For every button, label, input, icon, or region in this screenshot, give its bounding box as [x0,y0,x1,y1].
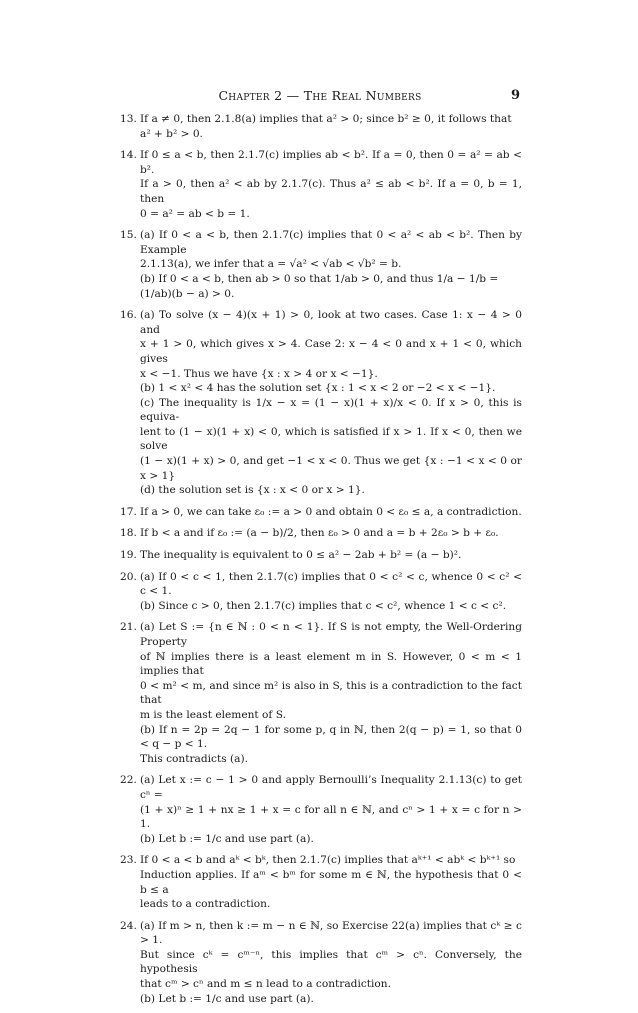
problem-item [120,526,522,541]
solutions-list [120,112,522,1013]
problem-item [120,853,522,911]
solution-line: (a) To solve (x − 4)(x + 1) > 0, look at two cases. Case 1: x − 4 > 0 and [140,309,522,336]
solution-line: This contradicts (a). [140,752,248,765]
solution-line: (b) If n = 2p = 2q − 1 for some p, q in ℕ, then 2(q − p) = 1, so that 0 < q − p < 1. [140,723,522,751]
problem-item [120,148,522,221]
solution-line: that cᵐ > cⁿ and m ≤ n lead to a contradiction. [140,978,391,991]
problem-solution [140,526,522,541]
solution-line: m is the least element of S. [140,708,286,721]
problem-number: 13. [120,113,137,125]
solution-line: (a) If 0 < c < 1, then 2.1.7(c) implies that 0 < c² < c, whence 0 < c² < c < 1. [140,570,522,598]
solution-line: If b < a and if ε₀ := (a − b)/2, then ε₀ > 0 and a = b + 2ε₀ > b + ε₀. [140,527,499,540]
solution-line: of ℕ implies there is a least element m in S. However, 0 < m < 1 implies that [140,650,522,678]
solution-line: leads to a contradiction. [140,898,271,911]
solution-line: If a > 0, we can take ε₀ := a > 0 and obtain 0 < ε₀ ≤ a, a contradiction. [140,505,522,518]
solution-line: But since cᵏ = cᵐ⁻ⁿ, this implies that cᵐ > cⁿ. Conversely, the hypothesis [140,948,522,976]
solution-line: (b) Since c > 0, then 2.1.7(c) implies that c < c², whence 1 < c < c². [140,599,507,612]
problem-item [120,919,522,1007]
solution-line: (b) 1 < x² < 4 has the solution set {x : 1 < x < 2 or −2 < x < −1}. [140,382,496,395]
problem-number: 19. [120,549,137,562]
solution-line: (a) Let S := {n ∈ ℕ : 0 < n < 1}. If S is not empty, the Well-Ordering Property [140,621,522,648]
problem-number: 24. [120,919,137,932]
solution-line: x < −1. Thus we have {x : x > 4 or x < −1}. [140,367,378,380]
solution-line: (1/ab)(b − a) > 0. [140,287,235,300]
page-number: 9 [510,88,520,103]
solution-line: (a) Let x := c − 1 > 0 and apply Bernoulli’s Inequality 2.1.13(c) to get cⁿ = [140,774,522,801]
solution-line: Induction applies. If aᵐ < bᵐ for some m ∈ ℕ, the hypothesis that 0 < b ≤ a [140,868,522,896]
problem-solution [140,112,522,141]
problem-item [120,620,522,766]
solution-line: a² + b² > 0. [140,127,203,140]
problem-solution [140,620,522,766]
problem-solution [140,548,522,563]
problem-solution [140,570,522,614]
solution-line: (a) If 0 < a < b, then 2.1.7(c) implies that 0 < a² < ab < b². Then by Example [140,229,522,256]
solution-line: (b) Let b := 1/c and use part (a). [140,832,314,845]
solution-line: x + 1 > 0, which gives x > 4. Case 2: x − 4 < 0 and x + 1 < 0, which gives [140,338,522,365]
problem-solution [140,308,522,498]
problem-solution [140,773,522,846]
solution-line: If 0 ≤ a < b, then 2.1.7(c) implies ab < b². If a = 0, then 0 = a² = ab < b². [140,149,522,176]
problem-solution [140,148,522,221]
solution-line: 2.1.13(a), we infer that a = √a² < √ab < √b² = b. [140,258,402,271]
running-header [120,88,520,108]
problem-item [120,773,522,846]
solution-line: lent to (1 − x)(1 + x) < 0, which is satisfied if x > 1. If x < 0, then we solve [140,425,522,453]
problem-item [120,505,522,520]
problem-number: 23. [120,854,137,867]
problem-item [120,570,522,614]
problem-solution [140,919,522,1007]
problem-number: 16. [120,309,137,322]
problem-item [120,228,522,301]
problem-item [120,308,522,498]
problem-number: 18. [120,527,137,540]
solution-line: The inequality is equivalent to 0 ≤ a² − 2ab + b² = (a − b)². [140,549,462,562]
solution-line: (1 − x)(1 + x) > 0, and get −1 < x < 0. Thus we get {x : −1 < x < 0 or x > 1} [140,455,522,482]
problem-number: 14. [120,149,137,162]
problem-solution [140,228,522,301]
solution-line: (b) If 0 < a < b, then ab > 0 so that 1/ab > 0, and thus 1/a − 1/b = [140,272,499,285]
problem-item [120,548,522,563]
problem-number: 21. [120,621,137,634]
solution-line: (c) The inequality is 1/x − x = (1 − x)(1 + x)/x < 0. If x > 0, this is equiva- [140,396,522,424]
solution-line: If a > 0, then a² < ab by 2.1.7(c). Thus a² ≤ ab < b². If a = 0, b = 1, then [140,178,522,205]
solution-line: 0 = a² = ab < b = 1. [140,207,250,220]
problem-solution [140,853,522,911]
chapter-title: Chapter 2 — The Real Numbers [218,88,422,103]
solution-line: (a) If m > n, then k := m − n ∈ ℕ, so Exercise 22(a) implies that cᵏ ≥ c > 1. [140,919,522,947]
problem-number: 22. [120,774,137,787]
problem-number: 15. [120,229,137,242]
solution-line: (b) Let b := 1/c and use part (a). [140,992,314,1005]
problem-number: 17. [120,505,137,518]
problem-solution [140,505,522,520]
solution-line: 0 < m² < m, and since m² is also in S, this is a contradiction to the fact that [140,679,522,707]
solution-line: If a ≠ 0, then 2.1.8(a) implies that a² > 0; since b² ≥ 0, it follows that [140,113,512,125]
problem-number: 20. [120,570,137,583]
solution-line: If 0 < a < b and aᵏ < bᵏ, then 2.1.7(c) implies that aᵏ⁺¹ < abᵏ < bᵏ⁺¹ so [140,854,516,867]
problem-item [120,112,522,141]
solution-line: (d) the solution set is {x : x < 0 or x > 1}. [140,484,365,497]
solution-line: (1 + x)ⁿ ≥ 1 + nx ≥ 1 + x = c for all n ∈ ℕ, and cⁿ > 1 + x = c for n > 1. [140,803,522,831]
